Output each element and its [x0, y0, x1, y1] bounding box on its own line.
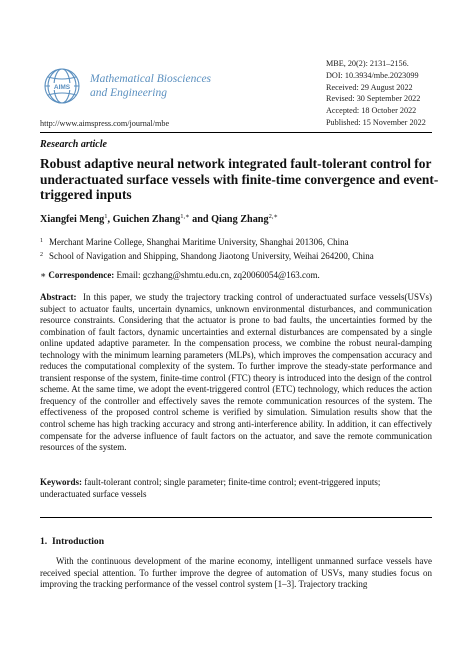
meta-published: Published: 15 November 2022: [326, 117, 426, 127]
abstract: [40, 292, 432, 454]
keywords-label: Keywords:: [40, 477, 82, 487]
introduction-paragraph: With the continuous development of the marine economy, intelligent unmanned surface vessels have received special attention. To further improve the degree of automation of USVs, many studies focus on improving the tracking performance of the vessel control system [1–3]. Trajectory tracking: [40, 556, 432, 590]
author-name[interactable]: Xiangfei Meng: [40, 214, 105, 225]
correspondence: ∗ Correspondence: Email: gczhang@shmtu.edu.cn, zq20060054@163.com.: [40, 270, 320, 280]
header-divider: [40, 132, 432, 133]
meta-accepted: Accepted: 18 October 2022: [326, 106, 417, 116]
section-heading-introduction: 1. Introduction: [40, 536, 105, 547]
journal-name-line1: Mathematical Biosciences: [90, 73, 212, 85]
author-list: Xiangfei Meng$^1$, Guichen Zhang$^{1,∗}$ and Qiang Zhang$^{2,∗}$: [40, 213, 278, 225]
journal-name-line2: and Engineering: [90, 87, 167, 99]
meta-received: Received: 29 August 2022: [326, 82, 413, 92]
abstract-divider: [40, 517, 432, 518]
meta-doi[interactable]: DOI: 10.3934/mbe.2023099: [326, 70, 419, 80]
author-affil-mark: 1: [104, 213, 108, 220]
meta-revised: Revised: 30 September 2022: [326, 94, 421, 104]
aims-globe-icon: [40, 64, 84, 108]
article-type: Research article: [40, 139, 107, 150]
author-affil-mark: 1,∗: [180, 213, 190, 220]
paper-title: Robust adaptive neural network integrated fault-tolerant control for underactuated surface vessels with finite-time convergence and event-triggered inputs: [40, 156, 439, 203]
affiliation-2: $^2$ School of Navigation and Shipping, Shandong Jiaotong University, Weihai 264200, China: [40, 251, 374, 261]
correspondence-email[interactable]: Email: gczhang@shmtu.edu.cn, zq20060054@163.com.: [116, 270, 320, 280]
affiliation-1: $^1$ Merchant Marine College, Shanghai Maritime University, Shanghai 201306, China: [40, 237, 349, 247]
logo-text: AIMS: [53, 84, 71, 91]
article-metadata: [326, 58, 466, 129]
journal-name: [90, 72, 280, 100]
abstract-label: Abstract:: [40, 292, 77, 302]
author-affil-mark: 2,∗: [268, 213, 278, 220]
meta-volume: MBE, 20(2): 2131–2156.: [326, 59, 409, 68]
abstract-text: In this paper, we study the trajectory tracking control of underactuated surface vessels(USVs) subject to actuator faults, uncertain dynamics, unknown environmental disturbances, and communication resource constraints. Considering that the actuator is prone to bad faults, the uncertainties formed by the combination of fault factors, dynamic uncertainties and external disturbances are compensated by a single online updated adaptive parameter. In the compensation process, we combine the robust neural-damping technology with the minimum learning parameters (MLPs), which improves the compensation accuracy and reduces the computational complexity of the system. To further improve the steady-state performance and transient response of the system, finite-time control (FTC) theory is introduced into the design of the control scheme. At the same time, we adopt the event-triggered control (ETC) technology, which reduces the action frequency of the controller and effectively saves the remote communication resources of the system. The effectiveness of the proposed control scheme is verified by simulation. Simulation results show that the control scheme has high tracking accuracy and strong anti-interference ability. In addition, it can effectively compensate for the adverse influence of fault factors on the actuator, and save the remote communication resources of the system.: [40, 292, 432, 453]
journal-url-link[interactable]: http://www.aimspress.com/journal/mbe: [40, 119, 170, 128]
author-name[interactable]: Guichen Zhang: [112, 214, 181, 225]
keywords-text: fault-tolerant control; single parameter; finite-time control; event-triggered inputs; underactuated surface vessels: [40, 477, 381, 499]
keywords: [40, 477, 432, 500]
journal-logo[interactable]: [40, 64, 240, 104]
author-name[interactable]: Qiang Zhang: [211, 214, 269, 225]
